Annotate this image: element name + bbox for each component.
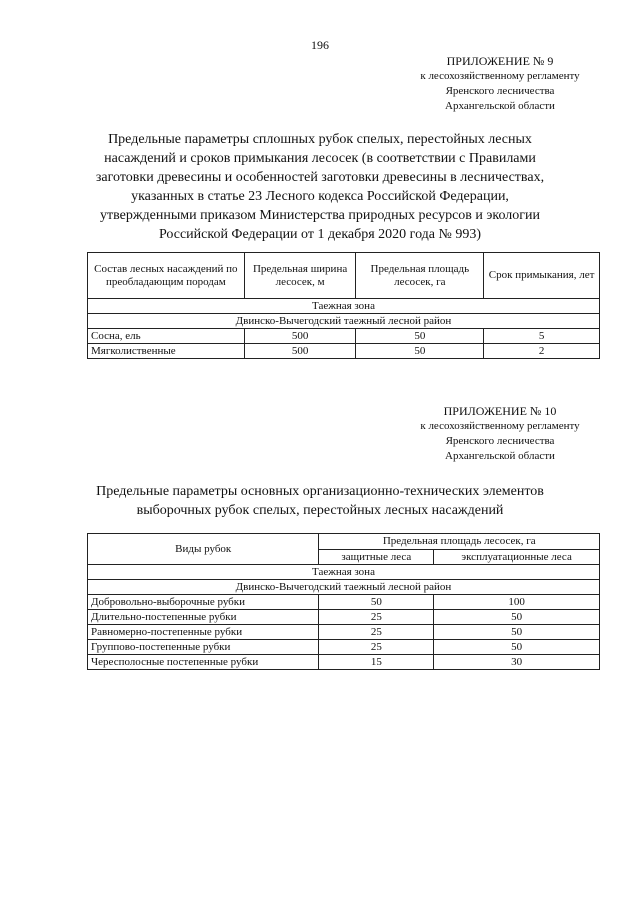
title-line: заготовки древесины и особенностей заготовки древесины в лесничествах,	[95, 170, 545, 185]
selective-cutting-table	[87, 533, 600, 670]
cell-protective: 25	[319, 610, 434, 625]
table-row	[88, 655, 600, 670]
appendix-9-title: ПРИЛОЖЕНИЕ № 9	[446, 54, 554, 68]
cell-cutting-type: Равномерно-постепенные рубки	[88, 625, 319, 640]
table-row	[88, 640, 600, 655]
cell-term: 2	[484, 344, 600, 359]
table-row	[88, 329, 600, 344]
title-line: Предельные параметры сплошных рубок спелых, перестойных лесных	[108, 132, 532, 147]
cell-exploitation: 30	[434, 655, 600, 670]
appendix-10-header	[390, 404, 610, 464]
table-row	[88, 625, 600, 640]
header-exploitation-forests: эксплуатационные леса	[434, 550, 600, 565]
cell-cutting-type: Чересполосные постепенные рубки	[88, 655, 319, 670]
cell-species: Мягколиственные	[88, 344, 245, 359]
cell-term: 5	[484, 329, 600, 344]
title-line: насаждений и сроков примыкания лесосек (в соответствии с Правилами	[104, 151, 536, 166]
cell-width: 500	[244, 329, 356, 344]
cell-exploitation: 100	[434, 595, 600, 610]
region-row: Двинско-Вычегодский таежный лесной район	[88, 314, 600, 329]
title-line: указанных в статье 23 Лесного кодекса Российской Федерации,	[131, 189, 509, 204]
cell-protective: 25	[319, 640, 434, 655]
header-protective-forests: защитные леса	[319, 550, 434, 565]
appendix-9-header	[390, 54, 610, 114]
zone-row: Таежная зона	[88, 565, 600, 580]
appendix-10-line: Яренского лесничества	[445, 435, 555, 447]
header-composition: Состав лесных насаждений по преобладающим породам	[88, 253, 245, 299]
table-row	[88, 595, 600, 610]
cell-area: 50	[356, 344, 484, 359]
region-row: Двинско-Вычегодский таежный лесной район	[88, 580, 600, 595]
cell-species: Сосна, ель	[88, 329, 245, 344]
appendix-9-line: к лесохозяйственному регламенту	[420, 70, 580, 82]
cell-width: 500	[244, 344, 356, 359]
cell-exploitation: 50	[434, 625, 600, 640]
cell-protective: 25	[319, 625, 434, 640]
table-1-title	[70, 130, 570, 244]
title-line: утвержденными приказом Министерства природных ресурсов и экологии	[99, 208, 541, 223]
cutting-parameters-table	[87, 252, 600, 359]
header-area: Предельная площадь лесосек, га	[356, 253, 484, 299]
title-line: выборочных рубок спелых, перестойных лесных насаждений	[136, 503, 504, 518]
title-line: Российской Федерации от 1 декабря 2020 года № 993)	[158, 227, 482, 242]
appendix-10-line: к лесохозяйственному регламенту	[420, 420, 580, 432]
page-number: 196	[311, 38, 329, 52]
title-line: Предельные параметры основных организационно-технических элементов	[96, 484, 544, 499]
table-row	[88, 610, 600, 625]
appendix-9-line: Яренского лесничества	[445, 85, 555, 97]
cell-cutting-type: Группово-постепенные рубки	[88, 640, 319, 655]
appendix-9-line: Архангельской области	[445, 100, 555, 112]
table-2-title	[70, 482, 570, 520]
header-width: Предельная ширина лесосек, м	[244, 253, 356, 299]
zone-row: Таежная зона	[88, 299, 600, 314]
header-adjacency-term: Срок примыкания, лет	[484, 253, 600, 299]
cell-exploitation: 50	[434, 640, 600, 655]
cell-protective: 15	[319, 655, 434, 670]
header-cutting-type: Виды рубок	[88, 534, 319, 565]
cell-cutting-type: Добровольно-выборочные рубки	[88, 595, 319, 610]
cell-cutting-type: Длительно-постепенные рубки	[88, 610, 319, 625]
header-area: Предельная площадь лесосек, га	[319, 534, 600, 550]
cell-protective: 50	[319, 595, 434, 610]
cell-area: 50	[356, 329, 484, 344]
appendix-10-line: Архангельской области	[445, 450, 555, 462]
table-row	[88, 344, 600, 359]
appendix-10-title: ПРИЛОЖЕНИЕ № 10	[443, 404, 557, 418]
cell-exploitation: 50	[434, 610, 600, 625]
